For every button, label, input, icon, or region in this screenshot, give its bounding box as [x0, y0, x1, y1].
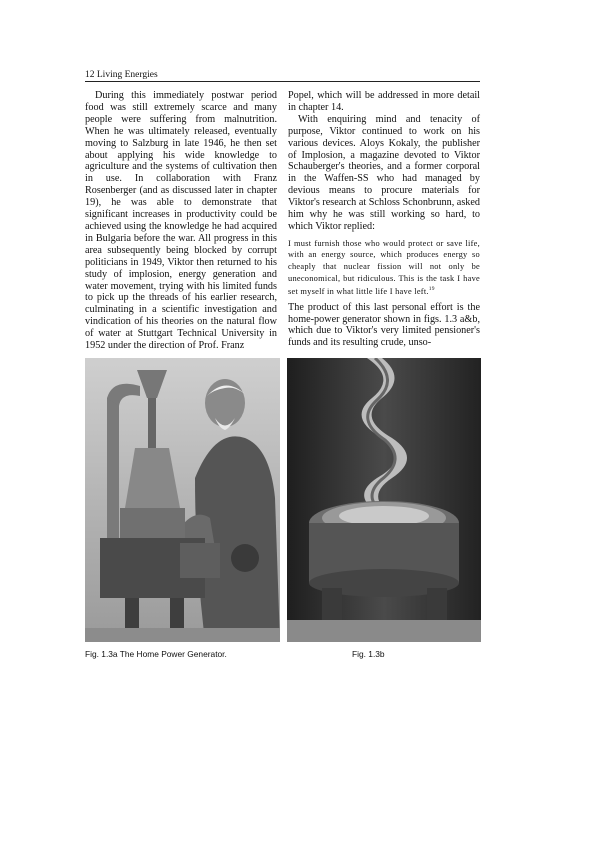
block-quote [288, 238, 480, 298]
left-column [85, 90, 277, 352]
figure-1-3a-caption: Fig. 1.3a The Home Power Generator. [85, 649, 227, 659]
footnote-ref: 19 [428, 286, 435, 293]
spiral-generator-illustration [287, 358, 481, 642]
figure-1-3b-photo [287, 358, 481, 642]
right-column [288, 90, 480, 349]
home-power-generator-illustration [85, 358, 280, 642]
running-head: 12 Living Energies [85, 70, 480, 82]
body-paragraph-continuation: Popel, which will be addressed in more detail in chapter 14. [288, 90, 480, 113]
body-paragraph: During this immediately postwar period food was still extremely scarce and many people were suffering from malnutrition. When he was ultimately released, eventually moving to Salzburg in late 1946, he then set about applying his wide knowledge to agriculture and the systems of cultivation then in use. In collaboration with Franz Rosenberger (and as discussed later in chapter 19), he was able to demonstrate that significant increases in productivity could be achieved using the knowledge he had acquired in Bulgaria before the war. All progress in this area subsequently being blocked by corrupt politicians in 1949, Viktor then returned to his study of implosion, energy generation and water movement, trying with his limited funds to pick up the threads of his earlier research, culminating in a scientific investigation and vindication of his theories on the natural flow of water at Stuttgart Technical University in 1952 under the direction of Prof. Franz [85, 90, 277, 352]
body-paragraph: With enquiring mind and tenacity of purpose, Viktor continued to work on his various devices. Aloys Kokaly, the publisher of Implosion, a magazine devoted to Viktor Schauberger's theories, and a former corporal in the Waffen-SS who had managed by devious means to procure materials for Viktor's research at Schloss Schonbrunn, asked him why he was still working so hard, to which Viktor replied: [288, 113, 480, 232]
figure-1-3a-photo [85, 358, 280, 642]
body-paragraph: The product of this last personal effort is the home-power generator shown in figs. 1.3 a&b, which due to Viktor's very limited pensioner's funds and its resulting crude, unso- [288, 301, 480, 349]
figure-1-3b-caption: Fig. 1.3b [352, 649, 385, 659]
quote-text: I must furnish those who would protect or save life, with an energy source, which produces energy so cheaply that nuclear fission will not only be uneconomical, but ridiculous. This is the task I have set myself in what little life I have left. [288, 238, 480, 297]
